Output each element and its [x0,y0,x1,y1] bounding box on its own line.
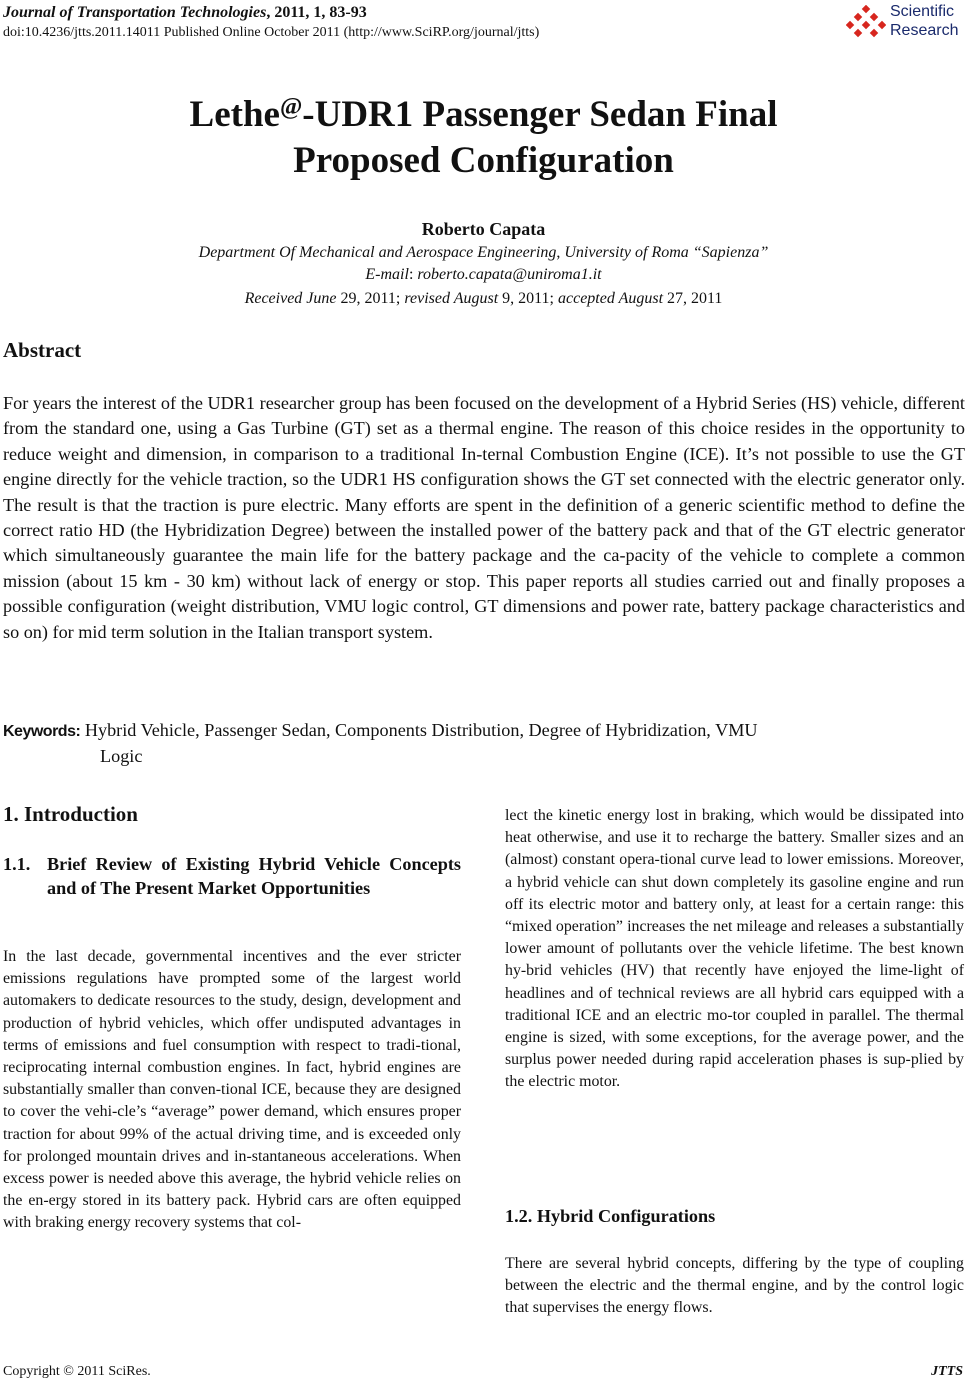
keywords-line2: Logic [100,746,143,766]
subsection-title: Brief Review of Existing Hybrid Vehicle Concepts and of The Present Market Opportunities [47,854,461,898]
subsection-number: 1.1. [3,854,31,874]
affiliation-line: Department Of Mechanical and Aerospace Engineering, University of Roma “Sapienza” [198,244,769,261]
revised-label: revised August [404,290,499,307]
title-superscript: @ [279,94,303,120]
accepted-date: 27, 2011 [667,290,723,307]
publisher-logo-line1: Scientific [890,3,955,20]
received-date: 29, 2011; [340,290,401,307]
abstract-text: For years the interest of the UDR1 researcher group has been focused on the development of a Hybrid Series (HS) vehicle, different from the standard one, using a Gas Turbine (GT) set as a thermal engine. The reason of this choice resides in the opportunity to reduce weight and dimension, in comparison to a traditional In-ternal Combustion Engine (ICE). It’s not possible to use the GT engine directly for the vehicle traction, so the UDR1 HS configuration shows the GT set connected with the electric generator only. The result is that the traction is pure electric. Many efforts are spent in the definition of a generic scientific method to define the correct ratio HD (the Hybridization Degree) between the installed power of the battery pack and that of the GT electric generator which simultaneously guarantee the main life for the battery package and the ca-pacity of the vehicle to complete a common mission (about 15 km - 30 km) without lack of energy or stop. This paper reports all studies carried out and finally proposes a possible configuration (weight distribution, VMU logic control, GT dimensions and power rate, battery package characteristics and so on) for mid term solution in the Italian transport system. [3,393,965,642]
keywords [3,718,965,769]
publisher-logo [846,2,967,42]
keywords-label: Keywords: [3,723,81,740]
journal-citation [3,3,367,23]
affiliation-univ: University of Roma “Sapienza” [564,244,769,261]
footer-journal-abbr: JTTS [931,1364,963,1379]
subsection-heading-1-1 [3,852,461,900]
received-label: Received June [244,290,337,307]
subsection-heading-1-2: 1.2. Hybrid Configurations [505,1206,716,1226]
paper-title [0,92,967,184]
paper-title-line2: Proposed Configuration [293,140,674,181]
affiliation-dept: Department Of Mechanical and Aerospace Engineering [198,244,557,261]
publisher-logo-text [890,2,958,40]
doi-line: doi:10.4236/jtts.2011.14011 Published Online October 2011 (http://www.SciRP.org/journal/jtts) [3,25,540,40]
abstract-heading: Abstract [3,338,82,362]
revised-date: 9, 2011; [502,290,554,307]
publisher-logo-line2: Research [890,22,959,39]
section-heading-introduction: 1. Introduction [3,802,138,826]
body-text-right-column: lect the kinetic energy lost in braking, which would be dissipated into heat otherwise, and use it to recharge the battery. Smaller sizes and an (almost) constant opera-tional curve lead to lower emissions. Moreover, a hybrid vehicle can shut down completely its gasoline engine and run off its electric motor and battery only, at least for a certain range: this “mixed operation” increases the net mileage and releases a substantially lower amount of pollutants over the vehicle lifetime. The best known hy-brid vehicles (HV) that recently have enjoyed the lime-light of headlines and of technical reviews are all hybrid cars equipped with a traditional ICE and an electric mo-tor coupled in parallel. The thermal engine is sized, with some exceptions, for the average power, and the surplus power needed during rapid acceleration phases is sup-plied by the electric motor. [505,807,964,1091]
email-label: E-mail [365,266,409,283]
title-prefix: Lethe [189,94,280,135]
keywords-line1: Hybrid Vehicle, Passenger Sedan, Components Distribution, Degree of Hybridization, VMU [84,720,758,740]
footer-copyright: Copyright © 2011 SciRes. [3,1364,151,1379]
journal-issue: , 2011, 1, 83-93 [266,4,367,21]
email-address: roberto.capata@uniroma1.it [417,266,602,283]
publication-dates [0,288,967,310]
journal-name: Journal of Transportation Technologies [3,4,267,21]
body-text-left-column: In the last decade, governmental incentives and the ever stricter emissions regulations have prompted some of the largest world automakers to dedicate resources to the study, design, development and production of hybrid vehicles, which offer undisputed advantages in terms of emissions and fuel consumption with respect to tradi-tional, reciprocating internal combustion engines. In fact, hybrid engines are substantially smaller than conven-tional ICE, because they are designed to cover the vehi-cle’s “average” power demand, which ensures proper traction for about 99% of the actual driving time, and is exceeded only for prolonged mountain drives and in-stantaneous accelerations. When excess power is needed above this average, the hybrid vehicle relies on the en-ergy stored in its battery pack. Hybrid cars are often equipped with braking energy recovery systems that col- [3,948,461,1232]
author-name: Roberto Capata [421,219,546,239]
author-affiliation [0,242,967,286]
title-rest: -UDR1 Passenger Sedan Final [302,94,778,135]
body-text-right-column-continued: There are several hybrid concepts, differing by the type of coupling between the electric and the thermal engine, and by the control logic that supervises the energy flows. [505,1255,964,1317]
paper-title-line1 [0,92,967,138]
accepted-label: accepted August [558,290,664,307]
email-line: E-mail: roberto.capata@uniroma1.it [365,266,602,283]
publisher-logo-mark-icon [846,5,886,39]
